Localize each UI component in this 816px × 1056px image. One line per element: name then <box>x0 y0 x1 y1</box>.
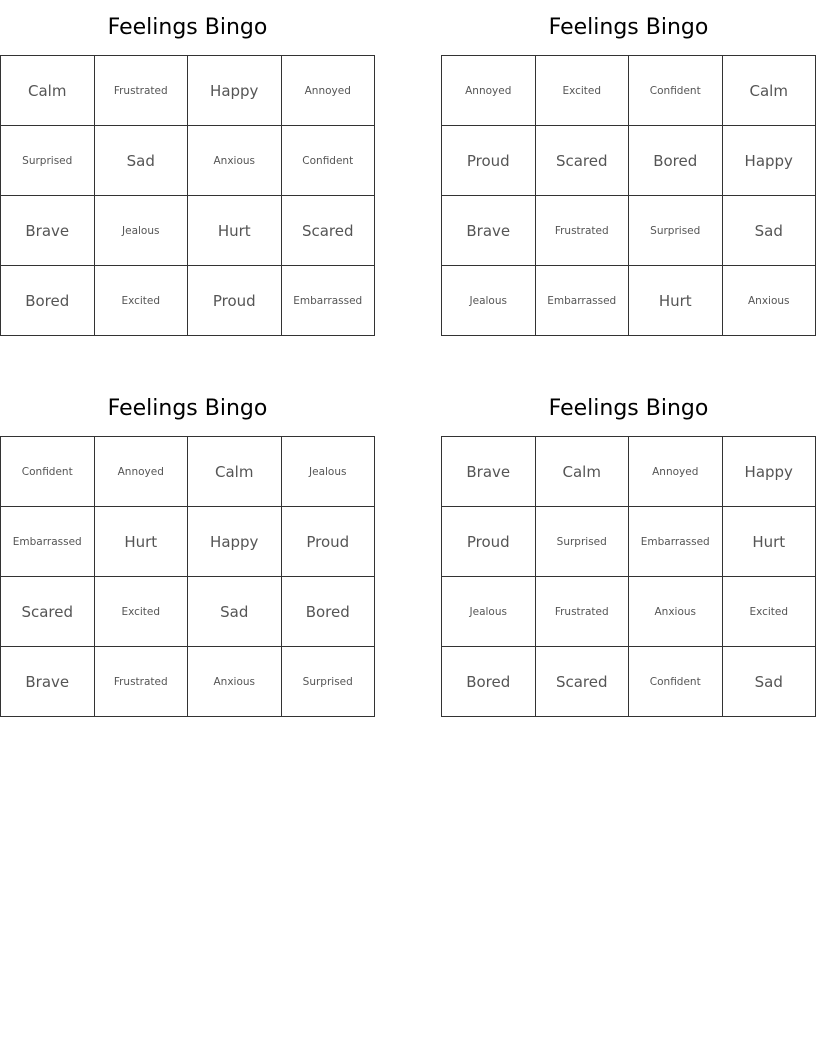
bingo-cell: Surprised <box>282 647 376 717</box>
bingo-cell: Confident <box>629 56 723 126</box>
bingo-cell: Embarrassed <box>1 507 95 577</box>
bingo-cell: Scared <box>536 647 630 717</box>
card-title: Feelings Bingo <box>107 396 268 421</box>
bingo-cell: Calm <box>723 56 816 126</box>
bingo-cell: Jealous <box>282 437 376 507</box>
bingo-cell: Anxious <box>629 577 723 647</box>
bingo-cell: Brave <box>442 196 536 266</box>
bingo-cell: Excited <box>95 266 189 336</box>
bingo-cell: Annoyed <box>442 56 536 126</box>
bingo-cell: Confident <box>282 126 376 196</box>
bingo-cell: Embarrassed <box>282 266 376 336</box>
bingo-cell: Happy <box>188 56 282 126</box>
bingo-cell: Annoyed <box>282 56 376 126</box>
bingo-cell: Sad <box>188 577 282 647</box>
bingo-cell: Surprised <box>629 196 723 266</box>
bingo-cell: Bored <box>282 577 376 647</box>
bingo-cell: Calm <box>1 56 95 126</box>
bingo-cell: Jealous <box>95 196 189 266</box>
bingo-cell: Surprised <box>1 126 95 196</box>
bingo-cell: Calm <box>188 437 282 507</box>
bingo-grid <box>441 55 816 336</box>
bingo-cell: Happy <box>188 507 282 577</box>
bingo-cell: Confident <box>1 437 95 507</box>
bingo-cell: Anxious <box>188 126 282 196</box>
bingo-cell: Brave <box>1 196 95 266</box>
bingo-cell: Proud <box>282 507 376 577</box>
bingo-cell: Frustrated <box>536 577 630 647</box>
bingo-cell: Hurt <box>188 196 282 266</box>
bingo-cell: Embarrassed <box>629 507 723 577</box>
bingo-cell: Proud <box>188 266 282 336</box>
bingo-cell: Excited <box>536 56 630 126</box>
bingo-card-3 <box>0 381 375 717</box>
bingo-cell: Anxious <box>188 647 282 717</box>
bingo-cell: Brave <box>442 437 536 507</box>
bingo-card-2 <box>441 0 816 336</box>
bingo-grid <box>0 436 375 717</box>
bingo-cell: Happy <box>723 437 816 507</box>
bingo-cell: Jealous <box>442 577 536 647</box>
bingo-cell: Excited <box>95 577 189 647</box>
bingo-cell: Jealous <box>442 266 536 336</box>
bingo-cell: Sad <box>723 647 816 717</box>
bingo-cell: Annoyed <box>629 437 723 507</box>
bingo-grid <box>441 436 816 717</box>
bingo-cell: Calm <box>536 437 630 507</box>
bingo-grid <box>0 55 375 336</box>
card-title: Feelings Bingo <box>107 15 268 40</box>
bingo-cell: Scared <box>282 196 376 266</box>
card-title: Feelings Bingo <box>548 15 709 40</box>
bingo-cell: Excited <box>723 577 816 647</box>
bingo-cell: Embarrassed <box>536 266 630 336</box>
bingo-cell: Bored <box>1 266 95 336</box>
bingo-cell: Sad <box>723 196 816 266</box>
bingo-cell: Happy <box>723 126 816 196</box>
bingo-cell: Proud <box>442 507 536 577</box>
bingo-cell: Hurt <box>723 507 816 577</box>
bingo-cell: Confident <box>629 647 723 717</box>
bingo-cell: Bored <box>442 647 536 717</box>
bingo-card-4 <box>441 381 816 717</box>
bingo-cell: Hurt <box>629 266 723 336</box>
bingo-cell: Sad <box>95 126 189 196</box>
bingo-cell: Bored <box>629 126 723 196</box>
bingo-cell: Anxious <box>723 266 816 336</box>
bingo-cell: Frustrated <box>95 56 189 126</box>
bingo-cell: Annoyed <box>95 437 189 507</box>
bingo-cell: Hurt <box>95 507 189 577</box>
bingo-cell: Scared <box>1 577 95 647</box>
bingo-cell: Surprised <box>536 507 630 577</box>
bingo-cell: Brave <box>1 647 95 717</box>
bingo-cell: Frustrated <box>536 196 630 266</box>
card-title: Feelings Bingo <box>548 396 709 421</box>
bingo-cell: Frustrated <box>95 647 189 717</box>
bingo-cell: Scared <box>536 126 630 196</box>
bingo-card-1 <box>0 0 375 336</box>
bingo-cell: Proud <box>442 126 536 196</box>
